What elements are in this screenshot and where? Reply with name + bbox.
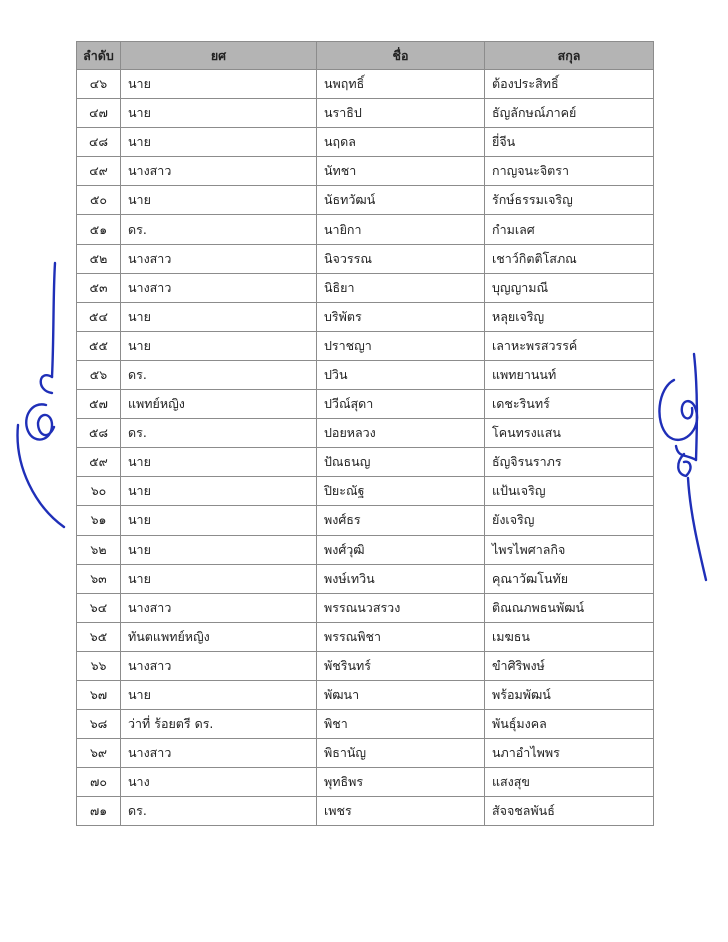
first-name-cell: นิจวรรณ xyxy=(317,244,485,273)
title-cell: นางสาว xyxy=(121,157,317,186)
table-body xyxy=(77,70,654,826)
title-cell: นาย xyxy=(121,680,317,709)
last-name-cell: สัจจชลพันธ์ xyxy=(485,797,654,826)
first-name-cell: พรรณนวสรวง xyxy=(317,593,485,622)
title-cell: นาย xyxy=(121,302,317,331)
order-cell: ๗๐ xyxy=(77,768,121,797)
order-cell: ๖๗ xyxy=(77,680,121,709)
title-cell: นางสาว xyxy=(121,651,317,680)
order-cell: ๕๘ xyxy=(77,419,121,448)
order-cell: ๖๔ xyxy=(77,593,121,622)
first-name-cell: ปอยหลวง xyxy=(317,419,485,448)
table-row xyxy=(77,390,654,419)
table-row xyxy=(77,186,654,215)
table-row xyxy=(77,244,654,273)
header-first-name: ชื่อ xyxy=(317,42,485,70)
title-cell: นาย xyxy=(121,477,317,506)
last-name-cell: ธัญลักษณ์ภาคย์ xyxy=(485,99,654,128)
order-cell: ๕๑ xyxy=(77,215,121,244)
header-last-name: สกุล xyxy=(485,42,654,70)
title-cell: นางสาว xyxy=(121,273,317,302)
first-name-cell: นัธทวัฒน์ xyxy=(317,186,485,215)
order-cell: ๖๖ xyxy=(77,651,121,680)
title-cell: นางสาว xyxy=(121,244,317,273)
header-order: ลำดับ xyxy=(77,42,121,70)
table-row xyxy=(77,99,654,128)
table-row xyxy=(77,680,654,709)
table-row xyxy=(77,593,654,622)
table-row xyxy=(77,273,654,302)
table-row xyxy=(77,535,654,564)
last-name-cell: แป้นเจริญ xyxy=(485,477,654,506)
table-row xyxy=(77,651,654,680)
title-cell: ว่าที่ ร้อยตรี ดร. xyxy=(121,710,317,739)
last-name-cell: กำมเลศ xyxy=(485,215,654,244)
last-name-cell: ขำศิริพงษ์ xyxy=(485,651,654,680)
last-name-cell: บุญญามณี xyxy=(485,273,654,302)
order-cell: ๕๗ xyxy=(77,390,121,419)
table-header-row xyxy=(77,42,654,70)
table-row xyxy=(77,215,654,244)
first-name-cell: ปิยะณัฐ xyxy=(317,477,485,506)
order-cell: ๕๒ xyxy=(77,244,121,273)
table-row xyxy=(77,564,654,593)
title-cell: นาย xyxy=(121,564,317,593)
table-row xyxy=(77,360,654,389)
title-cell: นาย xyxy=(121,186,317,215)
title-cell: นาย xyxy=(121,331,317,360)
first-name-cell: นิธิยา xyxy=(317,273,485,302)
title-cell: นาย xyxy=(121,506,317,535)
order-cell: ๖๒ xyxy=(77,535,121,564)
order-cell: ๕๓ xyxy=(77,273,121,302)
first-name-cell: เพชร xyxy=(317,797,485,826)
order-cell: ๖๑ xyxy=(77,506,121,535)
last-name-cell: หลุยเจริญ xyxy=(485,302,654,331)
title-cell: นางสาว xyxy=(121,593,317,622)
title-cell: ทันตแพทย์หญิง xyxy=(121,622,317,651)
first-name-cell: นายิกา xyxy=(317,215,485,244)
table-row xyxy=(77,506,654,535)
order-cell: ๔๖ xyxy=(77,70,121,99)
last-name-cell: พร้อมพัฒน์ xyxy=(485,680,654,709)
table-row xyxy=(77,622,654,651)
last-name-cell: กาญจนะจิตรา xyxy=(485,157,654,186)
last-name-cell: นภาอำไพพร xyxy=(485,739,654,768)
order-cell: ๕๕ xyxy=(77,331,121,360)
table-row xyxy=(77,710,654,739)
last-name-cell: เชาว์กิตติโสภณ xyxy=(485,244,654,273)
table-row xyxy=(77,302,654,331)
table-row xyxy=(77,448,654,477)
last-name-cell: ธัญจิรนราภร xyxy=(485,448,654,477)
title-cell: นางสาว xyxy=(121,739,317,768)
last-name-cell: โคนทรงแสน xyxy=(485,419,654,448)
order-cell: ๖๘ xyxy=(77,710,121,739)
name-list-table xyxy=(76,41,654,826)
title-cell: ดร. xyxy=(121,419,317,448)
last-name-cell: เลาหะพรสวรรค์ xyxy=(485,331,654,360)
title-cell: นาย xyxy=(121,70,317,99)
last-name-cell: ยังเจริญ xyxy=(485,506,654,535)
handwritten-mark-left xyxy=(8,255,78,535)
last-name-cell: รักษ์ธรรมเจริญ xyxy=(485,186,654,215)
table-row xyxy=(77,797,654,826)
first-name-cell: พัฒนา xyxy=(317,680,485,709)
first-name-cell: พิชา xyxy=(317,710,485,739)
order-cell: ๖๙ xyxy=(77,739,121,768)
last-name-cell: คุณาวัฒโนทัย xyxy=(485,564,654,593)
table-row xyxy=(77,128,654,157)
table-row xyxy=(77,331,654,360)
last-name-cell: ไพรไพศาลกิจ xyxy=(485,535,654,564)
last-name-cell: ต้องประสิทธิ์ xyxy=(485,70,654,99)
last-name-cell: เดชะรินทร์ xyxy=(485,390,654,419)
title-cell: ดร. xyxy=(121,797,317,826)
title-cell: นาย xyxy=(121,535,317,564)
first-name-cell: บริพัตร xyxy=(317,302,485,331)
handwritten-mark-right xyxy=(646,350,716,590)
first-name-cell: นฤดล xyxy=(317,128,485,157)
order-cell: ๔๗ xyxy=(77,99,121,128)
order-cell: ๕๖ xyxy=(77,360,121,389)
header-title: ยศ xyxy=(121,42,317,70)
title-cell: นาย xyxy=(121,99,317,128)
title-cell: นาง xyxy=(121,768,317,797)
first-name-cell: ปวีณ์สุดา xyxy=(317,390,485,419)
first-name-cell: พงศ์วุฒิ xyxy=(317,535,485,564)
last-name-cell: พันธุ์มงคล xyxy=(485,710,654,739)
first-name-cell: นพฤทธิ์ xyxy=(317,70,485,99)
first-name-cell: พงศ์ธร xyxy=(317,506,485,535)
title-cell: นาย xyxy=(121,128,317,157)
title-cell: ดร. xyxy=(121,215,317,244)
title-cell: แพทย์หญิง xyxy=(121,390,317,419)
table-row xyxy=(77,768,654,797)
order-cell: ๔๙ xyxy=(77,157,121,186)
first-name-cell: นราธิป xyxy=(317,99,485,128)
table-row xyxy=(77,157,654,186)
last-name-cell: ยี่จีน xyxy=(485,128,654,157)
table-row xyxy=(77,419,654,448)
last-name-cell: แสงสุข xyxy=(485,768,654,797)
last-name-cell: เมฆธน xyxy=(485,622,654,651)
first-name-cell: ปราชญา xyxy=(317,331,485,360)
table-row xyxy=(77,70,654,99)
title-cell: นาย xyxy=(121,448,317,477)
order-cell: ๗๑ xyxy=(77,797,121,826)
first-name-cell: พรรณพิชา xyxy=(317,622,485,651)
table-row xyxy=(77,739,654,768)
order-cell: ๖๕ xyxy=(77,622,121,651)
first-name-cell: พิธานัญ xyxy=(317,739,485,768)
last-name-cell: แพทยานนท์ xyxy=(485,360,654,389)
order-cell: ๕๙ xyxy=(77,448,121,477)
first-name-cell: พัชรินทร์ xyxy=(317,651,485,680)
first-name-cell: พุทธิพร xyxy=(317,768,485,797)
last-name-cell: ติณณภพธนพัฒน์ xyxy=(485,593,654,622)
order-cell: ๕๔ xyxy=(77,302,121,331)
table-row xyxy=(77,477,654,506)
first-name-cell: ปวิน xyxy=(317,360,485,389)
first-name-cell: ปัณธนญ xyxy=(317,448,485,477)
title-cell: ดร. xyxy=(121,360,317,389)
first-name-cell: พงษ์เทวิน xyxy=(317,564,485,593)
order-cell: ๕๐ xyxy=(77,186,121,215)
order-cell: ๖๓ xyxy=(77,564,121,593)
order-cell: ๖๐ xyxy=(77,477,121,506)
first-name-cell: นัทชา xyxy=(317,157,485,186)
order-cell: ๔๘ xyxy=(77,128,121,157)
